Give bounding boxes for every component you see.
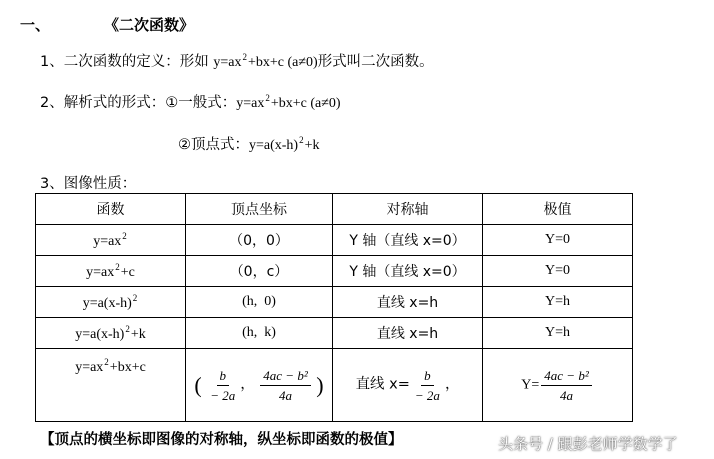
properties-label: 3、图像性质：	[40, 176, 137, 192]
func-exp: 2	[132, 292, 138, 303]
func-a: y=a(x-h)	[82, 295, 132, 311]
table-row	[36, 225, 633, 256]
func-a: y=ax	[75, 360, 104, 375]
extreme-denominator: 4a	[560, 387, 573, 403]
definition-eq-exp: 2	[242, 52, 247, 62]
general-form-line	[40, 91, 341, 112]
definition-suffix: 形式叫二次函数。	[317, 54, 434, 70]
vertex-eq-a: y=a(x-h)	[249, 138, 299, 153]
cell-function	[36, 318, 186, 349]
vertex-y-numerator: 4ac − b²	[260, 368, 310, 386]
definition-eq-a: y=ax	[213, 55, 242, 70]
func-a: y=ax	[93, 233, 122, 249]
vertex-form-label: ②顶点式：	[178, 137, 249, 153]
cell-axis	[333, 349, 483, 422]
extreme-fraction	[541, 368, 591, 403]
cell-function	[36, 287, 186, 318]
general-eq-exp: 2	[265, 93, 270, 103]
analytic-label: 2、解析式的形式：①一般式：	[40, 95, 237, 111]
cell-axis: 直线 x=h	[333, 318, 483, 349]
vertex-eq-exp: 2	[299, 135, 304, 145]
axis-prefix: 直线 x=	[355, 376, 410, 393]
table-row	[36, 256, 633, 287]
header-extreme: 极值	[483, 194, 633, 225]
func-exp: 2	[125, 323, 130, 334]
section-title: 《二次函数》	[104, 16, 195, 34]
section-number: 一、	[20, 16, 51, 34]
func-exp: 2	[115, 261, 120, 272]
cell-function	[36, 349, 186, 422]
general-eq-b: +bx+c (a≠0)	[270, 96, 341, 111]
vertex-y-fraction	[260, 368, 310, 403]
vertex-form-line	[178, 133, 320, 154]
vertex-x-numerator: b	[217, 368, 230, 386]
watermark: 头条号 / 跟彭老师学数学了	[498, 435, 678, 453]
vertex-close-paren: )	[316, 372, 324, 397]
table-row	[36, 318, 633, 349]
cell-function	[36, 225, 186, 256]
cell-extreme: Y=0	[483, 256, 633, 287]
func-a: y=a(x-h)	[75, 326, 125, 342]
header-function: 函数	[36, 194, 186, 225]
vertex-y-denominator: 4a	[279, 387, 292, 403]
table-row	[36, 287, 633, 318]
cell-vertex: （0，0）	[186, 225, 333, 256]
axis-denominator: − 2a	[414, 387, 440, 403]
vertex-x-fraction	[207, 368, 238, 403]
cell-axis: Y 轴（直线 x=0）	[333, 256, 483, 287]
cell-extreme: Y=h	[483, 318, 633, 349]
cell-axis: 直线 x=h	[333, 287, 483, 318]
cell-extreme: Y=0	[483, 225, 633, 256]
func-b: +c	[120, 264, 135, 280]
cell-extreme	[483, 349, 633, 422]
axis-numerator: b	[421, 368, 434, 386]
vertex-x-denominator: − 2a	[210, 387, 236, 403]
cell-extreme: Y=h	[483, 287, 633, 318]
general-eq-a: y=ax	[236, 96, 265, 111]
axis-fraction	[412, 368, 443, 403]
properties-table	[35, 193, 633, 422]
definition-eq-b: +bx+c (a≠0)	[247, 55, 318, 70]
func-b: +k	[130, 326, 146, 342]
func-exp: 2	[122, 230, 127, 241]
cell-vertex: (h, k)	[186, 318, 333, 349]
table-header-row	[36, 194, 633, 225]
func-a: y=ax	[86, 264, 115, 280]
func-exp: 2	[104, 357, 109, 367]
cell-vertex: （0，c）	[186, 256, 333, 287]
cell-vertex	[186, 349, 333, 422]
cell-vertex: (h, 0)	[186, 287, 333, 318]
header-vertex: 顶点坐标	[186, 194, 333, 225]
table-row-general	[36, 349, 633, 422]
extreme-prefix: Y=	[521, 377, 540, 393]
definition-label: 1、二次函数的定义：形如	[40, 54, 214, 70]
definition-line	[40, 50, 434, 71]
vertex-separator: ，	[240, 376, 255, 393]
cell-function	[36, 256, 186, 287]
vertex-open-paren: (	[194, 372, 202, 397]
extreme-numerator: 4ac − b²	[541, 368, 591, 386]
cell-axis: Y 轴（直线 x=0）	[333, 225, 483, 256]
func-b: +bx+c	[109, 360, 146, 375]
header-axis: 对称轴	[333, 194, 483, 225]
summary-note: 【顶点的横坐标即图像的对称轴，纵坐标即函数的极值】	[40, 432, 403, 448]
axis-suffix: ，	[444, 376, 460, 393]
vertex-eq-b: +k	[304, 138, 320, 153]
